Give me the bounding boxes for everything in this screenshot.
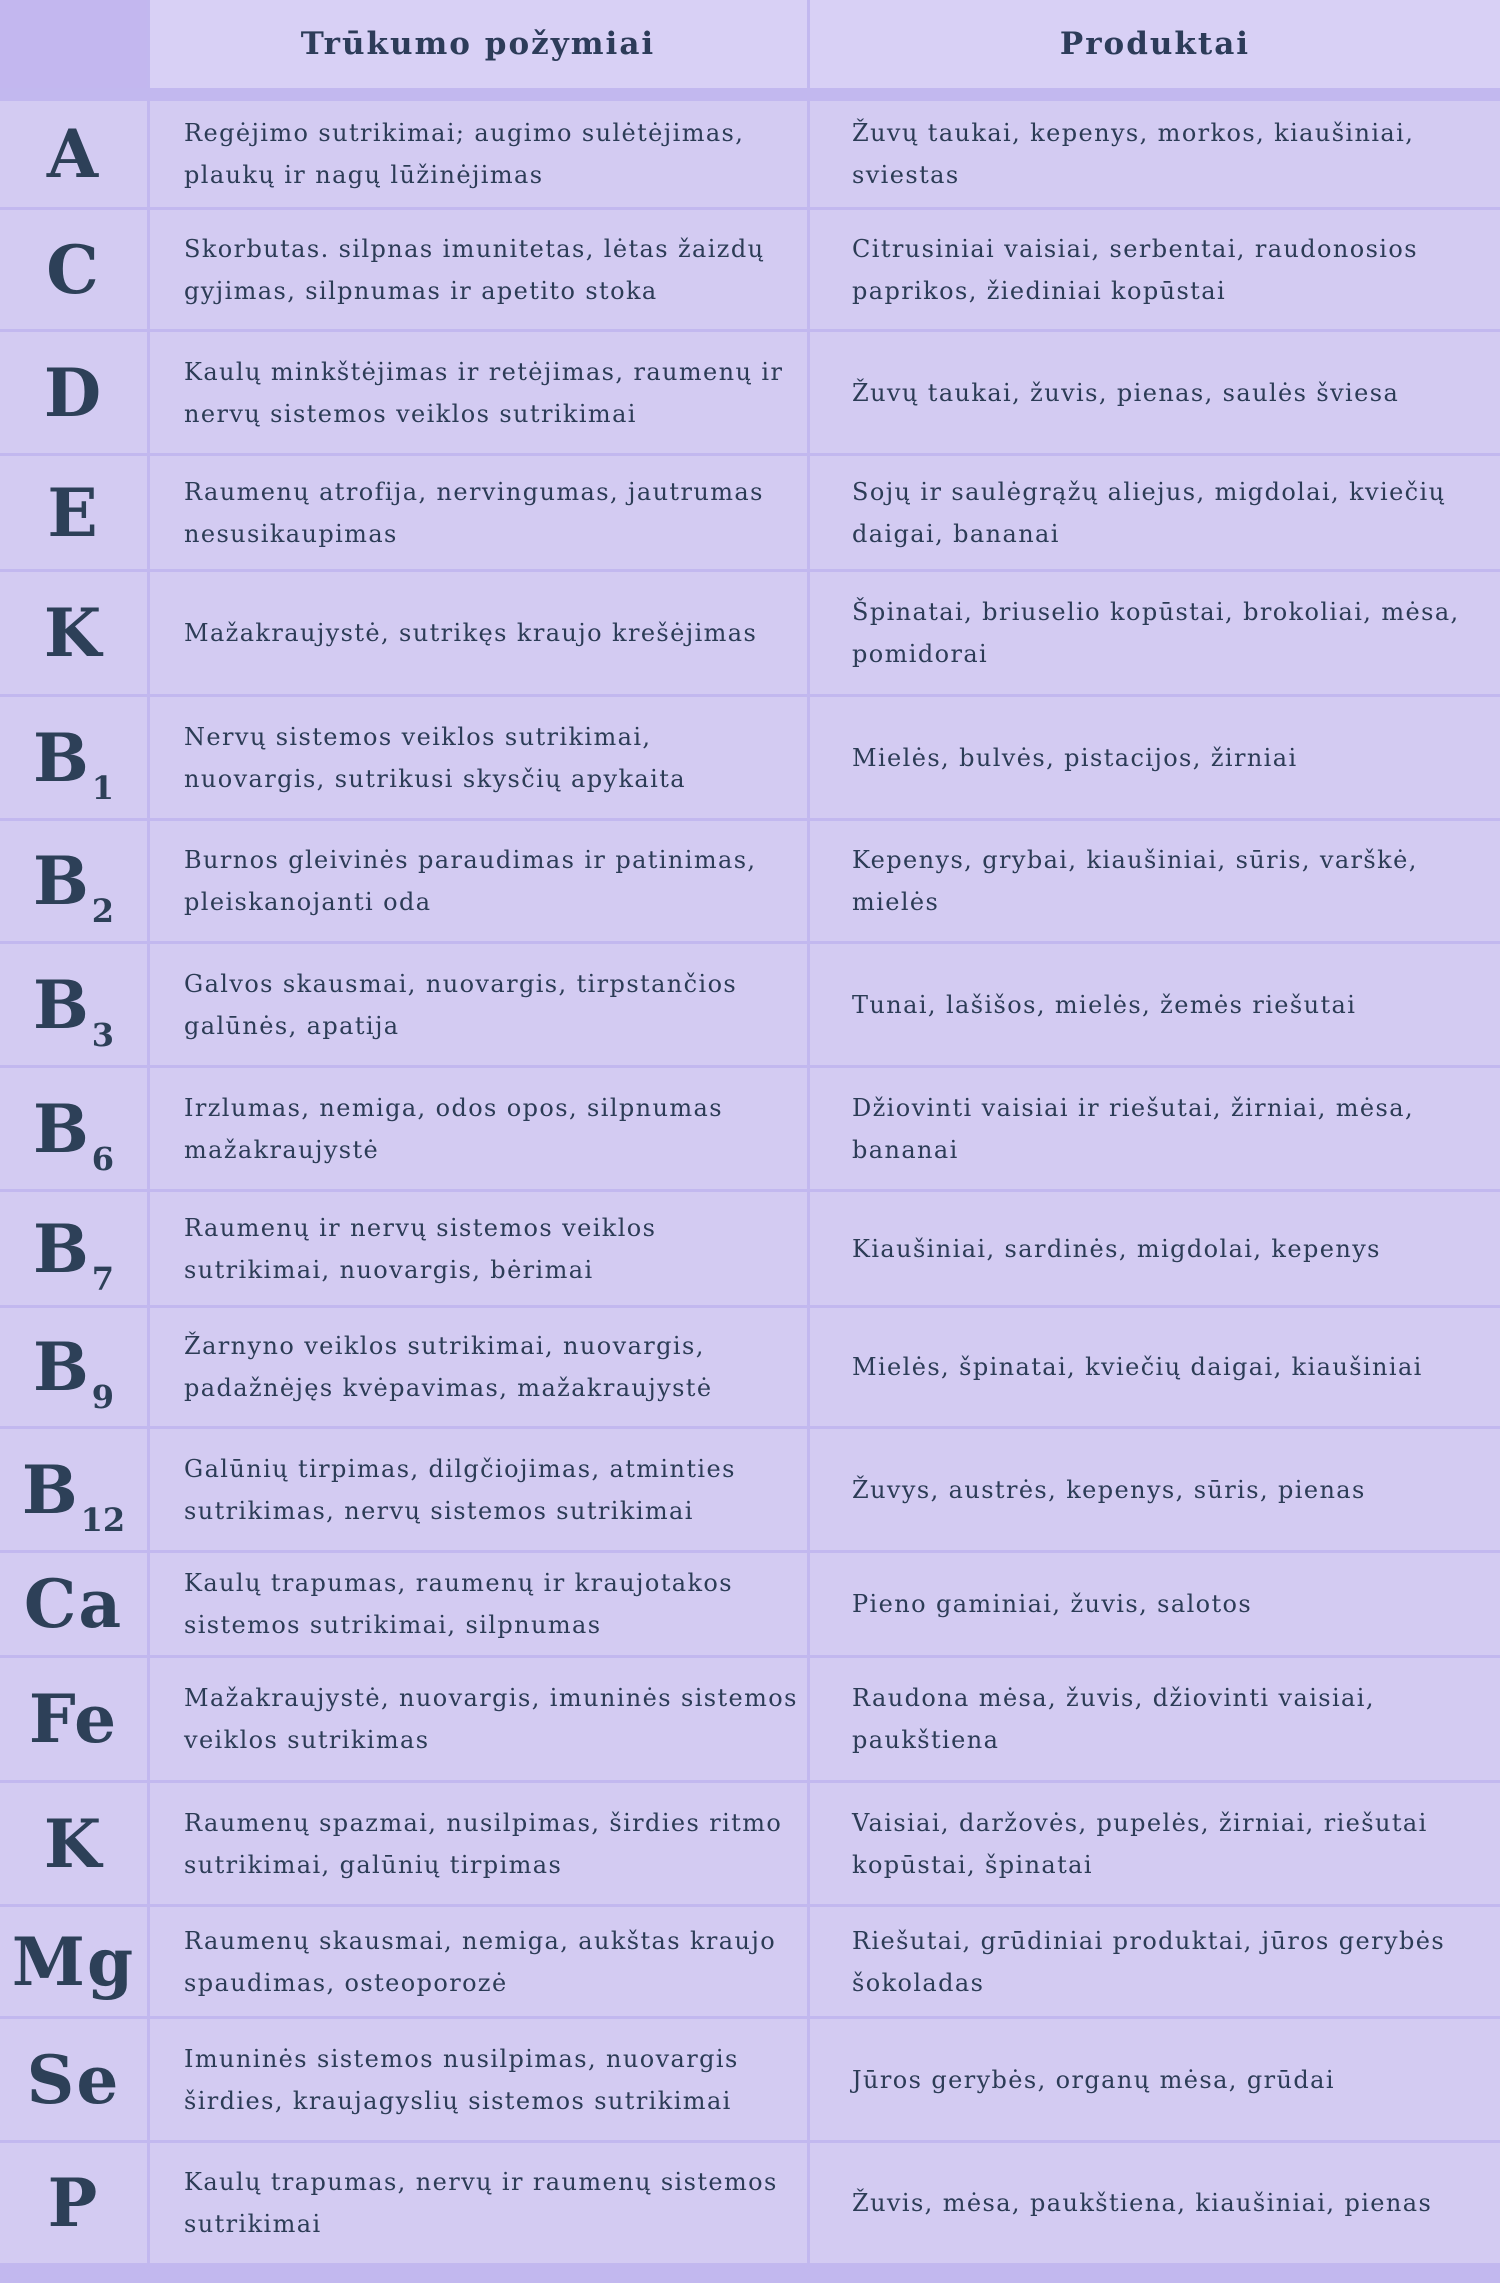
nutrient-letter: Mg — [11, 1922, 136, 2001]
nutrient-letter: B — [32, 842, 91, 920]
symptoms-text: Kaulų trapumas, nervų ir raumenų sistemos sutrikimai — [184, 2168, 778, 2238]
table-row — [0, 944, 1500, 1068]
nutrient-cell — [0, 332, 147, 453]
symptoms-text: Regėjimo sutrikimai; augimo sulėtėjimas, plaukų ir nagų lūžinėjimas — [184, 119, 745, 189]
nutrient-symbol — [47, 473, 100, 552]
products-cell — [852, 210, 1492, 329]
nutrient-letter: B — [32, 1209, 91, 1288]
nutrient-symbol — [26, 2040, 121, 2119]
products-text: Špinatai, briuselio kopūstai, brokoliai, mėsa, pomidorai — [852, 598, 1460, 668]
table-row — [0, 332, 1500, 456]
products-text: Sojų ir saulėgrąžų aliejus, migdolai, kviečių daigai, bananai — [852, 477, 1446, 548]
products-cell — [852, 1429, 1492, 1550]
symptoms-text: Mažakraujystė, nuovargis, imuninės sistemos veiklos sutrikimas — [184, 1684, 798, 1754]
products-cell — [852, 101, 1492, 207]
nutrient-symbol — [46, 115, 101, 193]
nutrient-cell — [0, 1192, 147, 1305]
table-row — [0, 456, 1500, 572]
header-divider — [0, 88, 1500, 101]
nutrient-letter: Fe — [28, 1680, 119, 1758]
products-text: Kepenys, grybai, kiaušiniai, sūris, varškė, mielės — [852, 846, 1418, 916]
nutrient-symbol — [21, 1450, 126, 1539]
nutrient-subscript: 3 — [91, 1015, 115, 1054]
nutrient-cell — [0, 456, 147, 569]
table-row — [0, 2143, 1500, 2266]
table-row — [0, 1553, 1500, 1658]
symptoms-cell — [184, 210, 799, 329]
nutrient-cell — [0, 2019, 147, 2140]
products-cell — [852, 944, 1492, 1065]
nutrient-cell — [0, 944, 147, 1065]
nutrient-letter: B — [21, 1450, 80, 1529]
nutrient-symbol — [43, 353, 104, 432]
products-text: Žuvų taukai, žuvis, pienas, saulės šviesa — [852, 378, 1400, 407]
table-row — [0, 1429, 1500, 1553]
nutrient-cell — [0, 101, 147, 207]
symptoms-text: Raumenų ir nervų sistemos veiklos sutrikimai, nuovargis, bėrimai — [184, 1213, 657, 1284]
products-text: Džiovinti vaisiai ir riešutai, žirniai, mėsa, bananai — [852, 1093, 1414, 1164]
table-row — [0, 572, 1500, 697]
nutrient-cell — [0, 1783, 147, 1904]
products-cell — [852, 1308, 1492, 1426]
symptoms-cell — [184, 697, 799, 818]
symptoms-cell — [184, 572, 799, 694]
products-cell — [852, 1553, 1492, 1655]
symptoms-cell — [184, 332, 799, 453]
nutrient-cell — [0, 572, 147, 694]
products-text: Jūros gerybės, organų mėsa, grūdai — [852, 2065, 1335, 2094]
products-text: Mielės, bulvės, pistacijos, žirniai — [852, 743, 1298, 772]
nutrient-cell — [0, 697, 147, 818]
symptoms-cell — [184, 1192, 799, 1305]
table-row — [0, 210, 1500, 332]
products-cell — [852, 1658, 1492, 1780]
nutrient-symbol — [32, 1328, 115, 1416]
symptoms-cell — [184, 1429, 799, 1550]
nutrient-letter: B — [32, 718, 91, 797]
header-corner — [0, 0, 147, 100]
symptoms-cell — [184, 944, 799, 1065]
nutrient-letter: P — [47, 2164, 100, 2242]
nutrient-symbol — [32, 965, 115, 1054]
symptoms-cell — [184, 1553, 799, 1655]
products-text: Žuvis, mėsa, paukštiena, kiaušiniai, pienas — [852, 2189, 1433, 2217]
nutrient-letter: B — [32, 1089, 91, 1168]
nutrient-letter: E — [47, 473, 100, 552]
symptoms-cell — [184, 821, 799, 941]
nutrient-symbol — [47, 2164, 100, 2242]
symptoms-column-header: Trūkumo požymiai — [300, 26, 656, 62]
symptoms-text: Skorbutas. silpnas imunitetas, lėtas žaizdų gyjimas, silpnumas ir apetito stoka — [184, 234, 765, 305]
nutrient-cell — [0, 1429, 147, 1550]
nutrient-cell — [0, 210, 147, 329]
symptoms-text: Galūnių tirpimas, dilgčiojimas, atminties sutrikimas, nervų sistemos sutrikimai — [184, 1454, 736, 1525]
products-text: Vaisiai, daržovės, pupelės, žirniai, riešutai kopūstai, špinatai — [852, 1808, 1428, 1879]
nutrient-cell — [0, 1553, 147, 1655]
products-cell — [852, 332, 1492, 453]
products-cell — [852, 2019, 1492, 2140]
products-cell — [852, 2143, 1492, 2263]
products-text: Pieno gaminiai, žuvis, salotos — [852, 1590, 1253, 1618]
products-text: Kiaušiniai, sardinės, migdolai, kepenys — [852, 1234, 1381, 1263]
table-row — [0, 1308, 1500, 1429]
nutrient-letter: K — [43, 1804, 104, 1883]
nutrient-subscript: 7 — [91, 1259, 115, 1298]
nutrient-cell — [0, 821, 147, 941]
nutrient-symbol — [32, 842, 115, 930]
symptoms-cell — [184, 1308, 799, 1426]
nutrient-symbol — [46, 230, 101, 309]
nutrient-letter: D — [43, 353, 104, 432]
table-row — [0, 697, 1500, 821]
products-cell — [852, 1907, 1492, 2016]
nutrient-symbol — [32, 718, 115, 807]
nutrient-cell — [0, 1308, 147, 1426]
products-cell — [852, 1783, 1492, 1904]
nutrient-symbol — [32, 1209, 115, 1298]
symptoms-cell — [184, 1068, 799, 1189]
nutrient-symbol — [43, 1804, 104, 1883]
nutrient-letter: A — [46, 115, 101, 193]
products-text: Raudona mėsa, žuvis, džiovinti vaisiai, paukštiena — [852, 1684, 1375, 1754]
nutrient-symbol — [32, 1089, 115, 1178]
nutrient-subscript: 6 — [91, 1139, 115, 1178]
products-text: Mielės, špinatai, kviečių daigai, kiaušiniai — [852, 1353, 1423, 1381]
nutrient-cell — [0, 1907, 147, 2016]
nutrient-cell — [0, 1068, 147, 1189]
nutrient-letter: K — [43, 594, 104, 672]
nutrient-cell — [0, 1658, 147, 1780]
products-text: Žuvys, austrės, kepenys, sūris, pienas — [852, 1475, 1366, 1504]
table-row — [0, 101, 1500, 210]
nutrient-subscript: 9 — [91, 1378, 115, 1416]
products-text: Riešutai, grūdiniai produktai, jūros gerybės šokoladas — [852, 1926, 1446, 1997]
products-cell — [852, 1192, 1492, 1305]
nutrient-letter: B — [32, 965, 91, 1044]
products-cell — [852, 572, 1492, 694]
table-row — [0, 1783, 1500, 1907]
symptoms-text: Raumenų spazmai, nusilpimas, širdies ritmo sutrikimai, galūnių tirpimas — [184, 1808, 783, 1879]
table-footer-line — [0, 2266, 1500, 2283]
table-row — [0, 2019, 1500, 2143]
symptoms-cell — [184, 1658, 799, 1780]
table-header — [0, 0, 1500, 100]
symptoms-cell — [184, 456, 799, 569]
nutrient-subscript: 12 — [80, 1500, 126, 1539]
nutrient-symbol — [23, 1565, 124, 1643]
nutrient-subscript: 1 — [91, 768, 115, 807]
nutrient-letter: C — [46, 230, 101, 309]
nutrient-cell — [0, 2143, 147, 2263]
nutrient-symbol — [11, 1922, 136, 2001]
nutrient-symbol — [28, 1680, 119, 1758]
symptoms-text: Žarnyno veiklos sutrikimai, nuovargis, padažnėjęs kvėpavimas, mažakraujystė — [184, 1332, 713, 1402]
symptoms-text: Mažakraujystė, sutrikęs kraujo krešėjimas — [184, 619, 758, 647]
table-row — [0, 1658, 1500, 1783]
nutrient-symbol — [43, 594, 104, 672]
symptoms-text: Imuninės sistemos nusilpimas, nuovargis širdies, kraujagyslių sistemos sutrikimai — [184, 2044, 739, 2115]
products-text: Citrusiniai vaisiai, serbentai, raudonosios paprikos, žiediniai kopūstai — [852, 234, 1418, 305]
symptoms-cell — [184, 1783, 799, 1904]
symptoms-text: Irzlumas, nemiga, odos opos, silpnumas mažakraujystė — [184, 1093, 723, 1164]
products-cell — [852, 821, 1492, 941]
nutrient-letter: B — [32, 1328, 91, 1406]
table-row — [0, 1907, 1500, 2019]
symptoms-cell — [184, 2019, 799, 2140]
table-row — [0, 1068, 1500, 1192]
nutrient-letter: Ca — [23, 1565, 124, 1643]
products-cell — [852, 697, 1492, 818]
symptoms-cell — [184, 2143, 799, 2263]
symptoms-text: Raumenų atrofija, nervingumas, jautrumas nesusikaupimas — [184, 477, 764, 548]
table-row — [0, 821, 1500, 944]
symptoms-text: Nervų sistemos veiklos sutrikimai, nuovargis, sutrikusi skysčių apykaita — [184, 722, 686, 793]
symptoms-text: Raumenų skausmai, nemiga, aukštas kraujo spaudimas, osteoporozė — [184, 1926, 777, 1997]
symptoms-text: Kaulų trapumas, raumenų ir kraujotakos sistemos sutrikimai, silpnumas — [184, 1569, 733, 1639]
symptoms-text: Burnos gleivinės paraudimas ir patinimas, pleiskanojanti oda — [184, 846, 757, 916]
products-cell — [852, 1068, 1492, 1189]
products-text: Tunai, lašišos, mielės, žemės riešutai — [852, 990, 1357, 1019]
products-column-header: Produktai — [1059, 26, 1251, 62]
nutrient-letter: Se — [26, 2040, 121, 2119]
nutrient-subscript: 2 — [91, 892, 115, 930]
products-cell — [852, 456, 1492, 569]
symptoms-text: Galvos skausmai, nuovargis, tirpstančios galūnės, apatija — [184, 969, 738, 1040]
table-row — [0, 1192, 1500, 1308]
symptoms-text: Kaulų minkštėjimas ir retėjimas, raumenų ir nervų sistemos veiklos sutrikimai — [184, 357, 784, 428]
symptoms-cell — [184, 1907, 799, 2016]
products-text: Žuvų taukai, kepenys, morkos, kiaušiniai, sviestas — [852, 119, 1415, 189]
symptoms-cell — [184, 101, 799, 207]
